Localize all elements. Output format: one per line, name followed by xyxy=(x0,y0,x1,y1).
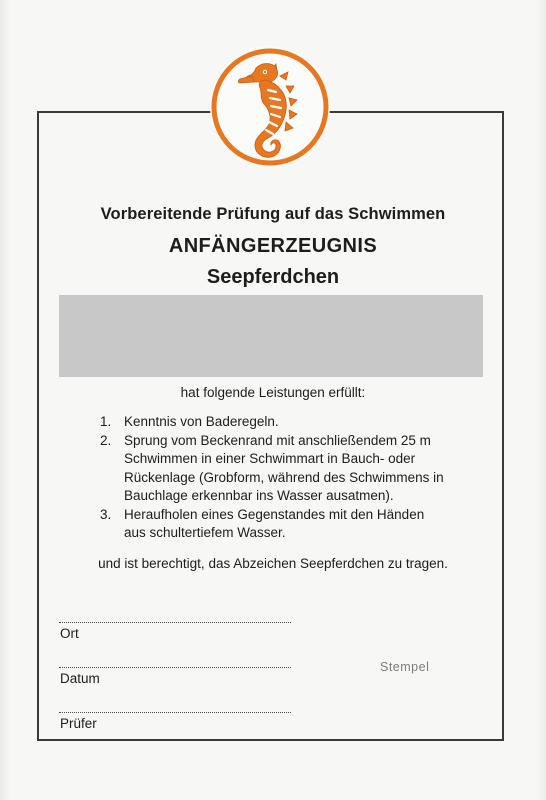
requirements-list xyxy=(100,413,480,543)
examiner-label: Prüfer xyxy=(60,716,97,731)
requirement-number: 2. xyxy=(100,432,112,448)
requirement-line: Bauchlage erkennbar ins Wasser ausatmen). xyxy=(124,488,394,503)
place-signature-line xyxy=(59,622,291,623)
date-signature-line xyxy=(59,667,291,668)
place-label: Ort xyxy=(60,626,79,641)
certificate-title: ANFÄNGERZEUGNIS xyxy=(168,235,378,257)
list-item xyxy=(100,413,480,432)
requirement-number: 1. xyxy=(100,414,112,429)
redacted-name-area xyxy=(59,295,483,377)
requirement-line: Rückenlage (Grobform, während des Schwimmens in xyxy=(124,469,444,485)
list-item xyxy=(100,506,480,543)
seahorse-emblem-icon xyxy=(210,46,330,168)
list-item xyxy=(100,432,480,506)
stamp-label: Stempel xyxy=(380,660,430,674)
badge-name: Seepferdchen xyxy=(206,266,340,288)
requirement-line: Kenntnis von Baderegeln. xyxy=(124,414,279,429)
date-label: Datum xyxy=(60,671,100,686)
requirement-number: 3. xyxy=(100,506,112,522)
intro-text: hat folgende Leistungen erfüllt: xyxy=(180,385,366,400)
requirement-line: Heraufholen eines Gegenstandes mit den Händen xyxy=(124,506,425,522)
certificate-subtitle: Vorbereitende Prüfung auf das Schwimmen xyxy=(100,205,446,223)
closing-text: und ist berechtigt, das Abzeichen Seepferdchen zu tragen. xyxy=(98,556,448,571)
requirement-line: Sprung vom Beckenrand mit anschließendem 25 m xyxy=(124,432,431,448)
requirement-line: Schwimmen in einer Schwimmart in Bauch- oder xyxy=(124,451,416,466)
examiner-signature-line xyxy=(59,712,291,713)
requirement-line: aus schultertiefem Wasser. xyxy=(124,525,286,540)
